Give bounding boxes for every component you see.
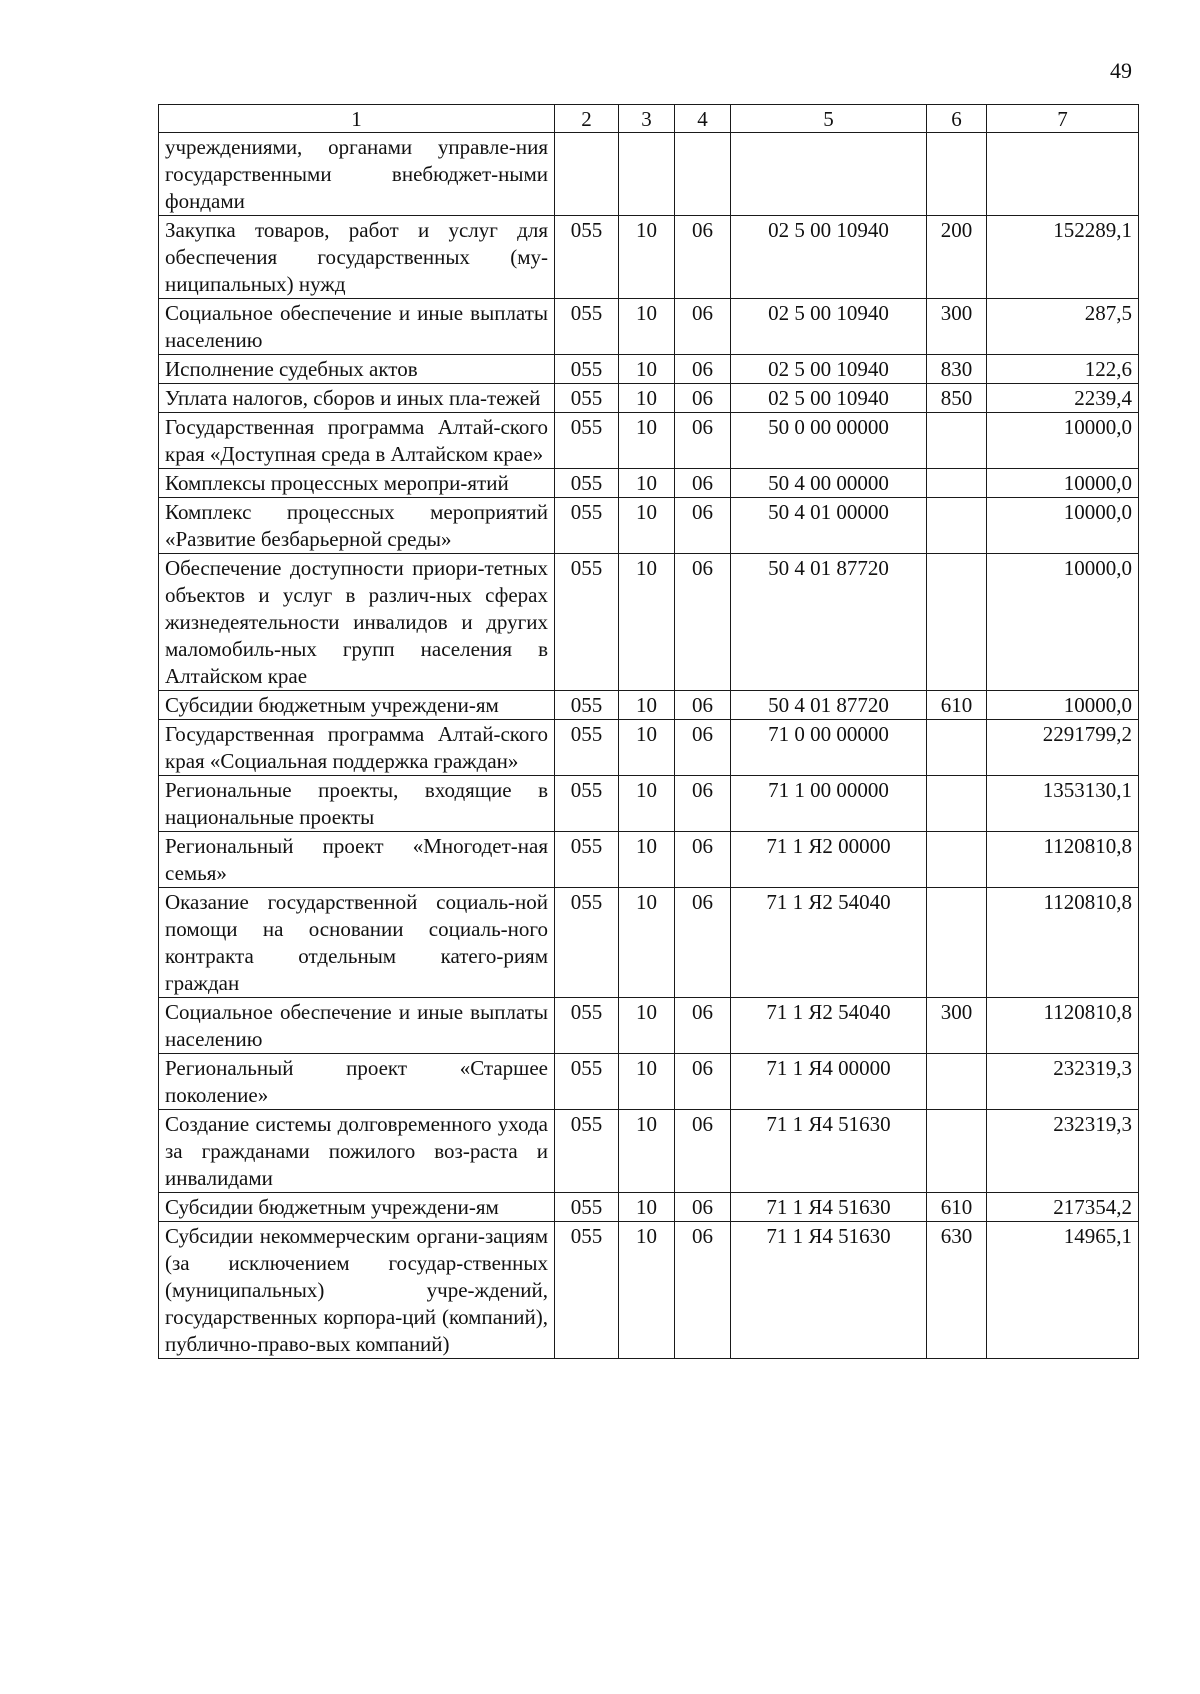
row-section-cell: 10 — [619, 691, 675, 720]
row-target-article-cell: 71 1 Я2 00000 — [731, 832, 927, 888]
row-admin-code-cell: 055 — [555, 469, 619, 498]
row-name-cell: Комплекс процессных мероприятий «Развитие безбарьерной среды» — [159, 498, 555, 554]
row-subsection-cell: 06 — [675, 554, 731, 691]
row-admin-code-cell: 055 — [555, 299, 619, 355]
row-target-article-cell: 50 4 01 87720 — [731, 554, 927, 691]
row-admin-code-cell: 055 — [555, 832, 619, 888]
row-amount-cell: 122,6 — [987, 355, 1139, 384]
row-name-cell: Комплексы процессных меропри-ятий — [159, 469, 555, 498]
row-name-cell: Региональный проект «Многодет-ная семья» — [159, 832, 555, 888]
row-amount-cell: 1120810,8 — [987, 832, 1139, 888]
row-target-article-cell: 50 4 00 00000 — [731, 469, 927, 498]
row-amount-cell: 287,5 — [987, 299, 1139, 355]
row-admin-code-cell — [555, 133, 619, 216]
row-amount-cell: 10000,0 — [987, 413, 1139, 469]
row-admin-code-cell: 055 — [555, 1222, 619, 1359]
table-row — [159, 355, 1139, 384]
row-target-article-cell: 71 1 Я4 51630 — [731, 1222, 927, 1359]
row-subsection-cell: 06 — [675, 998, 731, 1054]
row-admin-code-cell: 055 — [555, 1054, 619, 1110]
row-expense-type-cell — [927, 133, 987, 216]
row-target-article-cell: 50 4 01 00000 — [731, 498, 927, 554]
row-subsection-cell: 06 — [675, 720, 731, 776]
row-amount-cell: 10000,0 — [987, 554, 1139, 691]
row-admin-code-cell: 055 — [555, 720, 619, 776]
header-cell-1: 1 — [159, 105, 555, 133]
row-expense-type-cell: 610 — [927, 691, 987, 720]
header-cell-6: 6 — [927, 105, 987, 133]
row-admin-code-cell: 055 — [555, 554, 619, 691]
table-row — [159, 299, 1139, 355]
row-name-cell: Субсидии бюджетным учреждени-ям — [159, 691, 555, 720]
row-expense-type-cell: 850 — [927, 384, 987, 413]
row-target-article-cell: 71 1 Я4 51630 — [731, 1193, 927, 1222]
row-admin-code-cell: 055 — [555, 413, 619, 469]
row-name-cell: Государственная программа Алтай-ского края «Доступная среда в Алтайском крае» — [159, 413, 555, 469]
row-subsection-cell: 06 — [675, 776, 731, 832]
table-row — [159, 133, 1139, 216]
row-subsection-cell: 06 — [675, 299, 731, 355]
row-subsection-cell: 06 — [675, 498, 731, 554]
row-section-cell: 10 — [619, 498, 675, 554]
row-amount-cell: 152289,1 — [987, 216, 1139, 299]
row-section-cell: 10 — [619, 888, 675, 998]
row-target-article-cell: 02 5 00 10940 — [731, 216, 927, 299]
row-expense-type-cell — [927, 498, 987, 554]
table-row — [159, 691, 1139, 720]
header-cell-2: 2 — [555, 105, 619, 133]
row-subsection-cell: 06 — [675, 1054, 731, 1110]
row-expense-type-cell: 830 — [927, 355, 987, 384]
row-target-article-cell: 71 1 Я4 00000 — [731, 1054, 927, 1110]
row-name-cell: Социальное обеспечение и иные выплаты населению — [159, 998, 555, 1054]
row-subsection-cell — [675, 133, 731, 216]
row-admin-code-cell: 055 — [555, 498, 619, 554]
row-target-article-cell: 50 4 01 87720 — [731, 691, 927, 720]
row-section-cell: 10 — [619, 355, 675, 384]
row-section-cell: 10 — [619, 1110, 675, 1193]
table-row — [159, 832, 1139, 888]
row-name-cell: Субсидии бюджетным учреждени-ям — [159, 1193, 555, 1222]
row-section-cell: 10 — [619, 998, 675, 1054]
row-amount-cell: 232319,3 — [987, 1110, 1139, 1193]
row-section-cell: 10 — [619, 299, 675, 355]
row-name-cell: учреждениями, органами управле-ния государственными внебюджет-ными фондами — [159, 133, 555, 216]
row-section-cell: 10 — [619, 1222, 675, 1359]
row-target-article-cell: 71 1 Я4 51630 — [731, 1110, 927, 1193]
header-cell-3: 3 — [619, 105, 675, 133]
table-body — [159, 133, 1139, 1359]
row-section-cell: 10 — [619, 1054, 675, 1110]
row-admin-code-cell: 055 — [555, 384, 619, 413]
table-row — [159, 1222, 1139, 1359]
row-admin-code-cell: 055 — [555, 1110, 619, 1193]
header-cell-4: 4 — [675, 105, 731, 133]
row-subsection-cell: 06 — [675, 691, 731, 720]
row-subsection-cell: 06 — [675, 384, 731, 413]
header-row — [159, 105, 1139, 133]
row-name-cell: Оказание государственной социаль-ной помощи на основании социаль-ного контракта отдельным катего-риям граждан — [159, 888, 555, 998]
row-section-cell: 10 — [619, 469, 675, 498]
row-admin-code-cell: 055 — [555, 888, 619, 998]
row-subsection-cell: 06 — [675, 888, 731, 998]
row-subsection-cell: 06 — [675, 355, 731, 384]
row-target-article-cell: 71 0 00 00000 — [731, 720, 927, 776]
row-section-cell: 10 — [619, 776, 675, 832]
row-admin-code-cell: 055 — [555, 216, 619, 299]
table-row — [159, 413, 1139, 469]
table-row — [159, 776, 1139, 832]
row-target-article-cell: 71 1 Я2 54040 — [731, 888, 927, 998]
row-target-article-cell: 02 5 00 10940 — [731, 355, 927, 384]
row-amount-cell: 10000,0 — [987, 498, 1139, 554]
table-row — [159, 1193, 1139, 1222]
row-expense-type-cell: 300 — [927, 299, 987, 355]
row-section-cell: 10 — [619, 554, 675, 691]
row-admin-code-cell: 055 — [555, 691, 619, 720]
header-cell-7: 7 — [987, 105, 1139, 133]
row-name-cell: Государственная программа Алтай-ского края «Социальная поддержка граждан» — [159, 720, 555, 776]
row-name-cell: Социальное обеспечение и иные выплаты населению — [159, 299, 555, 355]
table-row — [159, 720, 1139, 776]
row-section-cell — [619, 133, 675, 216]
row-section-cell: 10 — [619, 413, 675, 469]
row-expense-type-cell — [927, 720, 987, 776]
row-name-cell: Уплата налогов, сборов и иных пла-тежей — [159, 384, 555, 413]
row-expense-type-cell — [927, 469, 987, 498]
row-name-cell: Субсидии некоммерческим органи-зациям (за исключением государ-ственных (муниципальных) учре-ждений, государственных корпора-ций (компаний), публично-право-вых компаний) — [159, 1222, 555, 1359]
row-admin-code-cell: 055 — [555, 776, 619, 832]
row-subsection-cell: 06 — [675, 216, 731, 299]
row-target-article-cell: 02 5 00 10940 — [731, 384, 927, 413]
row-expense-type-cell — [927, 776, 987, 832]
row-subsection-cell: 06 — [675, 469, 731, 498]
row-section-cell: 10 — [619, 216, 675, 299]
row-subsection-cell: 06 — [675, 413, 731, 469]
row-amount-cell: 1120810,8 — [987, 888, 1139, 998]
row-subsection-cell: 06 — [675, 832, 731, 888]
row-target-article-cell: 50 0 00 00000 — [731, 413, 927, 469]
page-number: 49 — [1110, 58, 1132, 83]
row-admin-code-cell: 055 — [555, 1193, 619, 1222]
row-expense-type-cell — [927, 554, 987, 691]
table-row — [159, 469, 1139, 498]
table-row — [159, 1054, 1139, 1110]
table-row — [159, 998, 1139, 1054]
row-expense-type-cell: 610 — [927, 1193, 987, 1222]
row-section-cell: 10 — [619, 384, 675, 413]
row-target-article-cell: 02 5 00 10940 — [731, 299, 927, 355]
row-subsection-cell: 06 — [675, 1193, 731, 1222]
row-expense-type-cell — [927, 888, 987, 998]
row-amount-cell: 232319,3 — [987, 1054, 1139, 1110]
table-row — [159, 554, 1139, 691]
row-subsection-cell: 06 — [675, 1222, 731, 1359]
row-name-cell: Региональные проекты, входящие в национальные проекты — [159, 776, 555, 832]
row-name-cell: Закупка товаров, работ и услуг для обеспечения государственных (му-ниципальных) нужд — [159, 216, 555, 299]
table-row — [159, 384, 1139, 413]
row-expense-type-cell — [927, 413, 987, 469]
row-target-article-cell: 71 1 00 00000 — [731, 776, 927, 832]
table-row — [159, 888, 1139, 998]
row-expense-type-cell — [927, 1110, 987, 1193]
row-subsection-cell: 06 — [675, 1110, 731, 1193]
row-name-cell: Исполнение судебных актов — [159, 355, 555, 384]
row-expense-type-cell: 630 — [927, 1222, 987, 1359]
row-target-article-cell — [731, 133, 927, 216]
row-amount-cell: 217354,2 — [987, 1193, 1139, 1222]
row-amount-cell: 2291799,2 — [987, 720, 1139, 776]
row-expense-type-cell — [927, 1054, 987, 1110]
row-name-cell: Обеспечение доступности приори-тетных объектов и услуг в различ-ных сферах жизнедеятельности инвалидов и других маломобиль-ных групп населения в Алтайском крае — [159, 554, 555, 691]
row-name-cell: Региональный проект «Старшее поколение» — [159, 1054, 555, 1110]
table-row — [159, 498, 1139, 554]
row-amount-cell: 1353130,1 — [987, 776, 1139, 832]
row-expense-type-cell — [927, 832, 987, 888]
table-row — [159, 1110, 1139, 1193]
row-expense-type-cell: 300 — [927, 998, 987, 1054]
header-cell-5: 5 — [731, 105, 927, 133]
row-name-cell: Создание системы долговременного ухода за гражданами пожилого воз-раста и инвалидами — [159, 1110, 555, 1193]
row-amount-cell: 10000,0 — [987, 691, 1139, 720]
budget-table — [158, 104, 1139, 1359]
row-expense-type-cell: 200 — [927, 216, 987, 299]
row-section-cell: 10 — [619, 1193, 675, 1222]
row-amount-cell: 10000,0 — [987, 469, 1139, 498]
row-section-cell: 10 — [619, 720, 675, 776]
table-row — [159, 216, 1139, 299]
row-admin-code-cell: 055 — [555, 355, 619, 384]
row-amount-cell — [987, 133, 1139, 216]
row-target-article-cell: 71 1 Я2 54040 — [731, 998, 927, 1054]
row-amount-cell: 2239,4 — [987, 384, 1139, 413]
row-amount-cell: 1120810,8 — [987, 998, 1139, 1054]
row-amount-cell: 14965,1 — [987, 1222, 1139, 1359]
row-admin-code-cell: 055 — [555, 998, 619, 1054]
row-section-cell: 10 — [619, 832, 675, 888]
